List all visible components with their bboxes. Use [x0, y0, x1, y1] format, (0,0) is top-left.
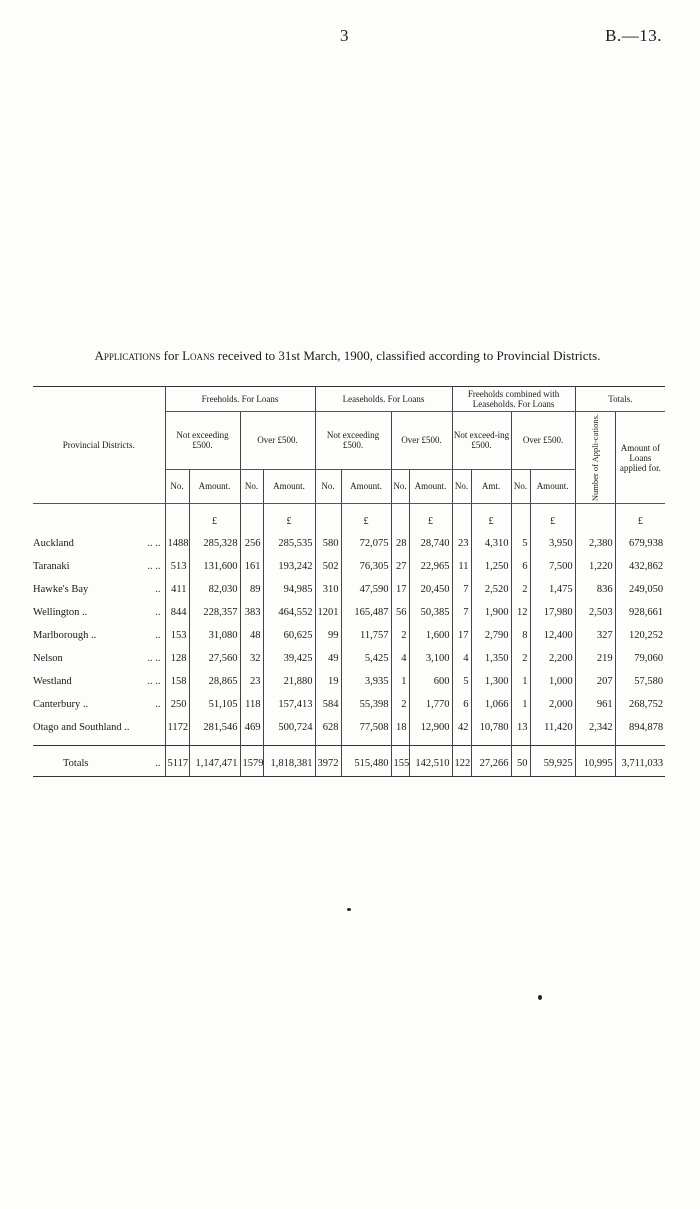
fh-over-amount-cell: 464,552 [263, 601, 315, 624]
comb-over-amount-cell: 1,475 [530, 578, 575, 601]
comb-le-amount-cell: 1,250 [471, 555, 511, 578]
total-applications-cell: 10,995 [575, 746, 615, 777]
fh-le-amount-cell: 281,546 [189, 716, 240, 739]
fh-le-amount-cell: 228,357 [189, 601, 240, 624]
units-blank [575, 504, 615, 533]
fh-le-no-cell: 5117 [165, 746, 189, 777]
total-applications-cell: 207 [575, 670, 615, 693]
fh-over-no-cell: 89 [240, 578, 263, 601]
lh-over-amount-cell: 50,385 [409, 601, 452, 624]
total-amount-cell: 57,580 [615, 670, 665, 693]
lh-over-amount-cell: 1,770 [409, 693, 452, 716]
total-amount-cell: 3,711,033 [615, 746, 665, 777]
total-applications-cell: 961 [575, 693, 615, 716]
header-freeholds-not-exceeding: Not exceeding £500. [165, 412, 240, 470]
comb-le-amount-cell: 10,780 [471, 716, 511, 739]
fh-over-no-cell: 118 [240, 693, 263, 716]
comb-over-amount-cell: 11,420 [530, 716, 575, 739]
comb-over-amount-cell: 2,000 [530, 693, 575, 716]
total-applications-cell: 2,503 [575, 601, 615, 624]
lh-over-no-cell: 17 [391, 578, 409, 601]
district-name: Hawke's Bay [33, 584, 89, 596]
district-name: Totals [63, 757, 89, 769]
table-row [33, 670, 665, 693]
lh-le-no-cell: 310 [315, 578, 341, 601]
district-name: Otago and Southland .. [33, 722, 130, 734]
lh-le-amount-cell: 77,508 [341, 716, 391, 739]
district-name: Westland [33, 676, 72, 688]
comb-le-no-cell: 23 [452, 532, 471, 555]
comb-le-no-cell: 6 [452, 693, 471, 716]
header-combined-over: Over £500. [511, 412, 575, 470]
lh-le-no-cell: 99 [315, 624, 341, 647]
fh-over-amount-cell: 285,535 [263, 532, 315, 555]
comb-le-no-cell: 42 [452, 716, 471, 739]
fh-over-amount-cell: 60,625 [263, 624, 315, 647]
fh-le-amount-cell: 27,560 [189, 647, 240, 670]
total-applications-cell: 219 [575, 647, 615, 670]
header-amount: Amount. [189, 469, 240, 504]
fh-le-no-cell: 513 [165, 555, 189, 578]
header-leaseholds: Leaseholds. For Loans [315, 387, 452, 412]
units-blank [452, 504, 471, 533]
fh-over-no-cell: 32 [240, 647, 263, 670]
fh-over-amount-cell: 500,724 [263, 716, 315, 739]
comb-over-amount-cell: 17,980 [530, 601, 575, 624]
total-applications-cell: 836 [575, 578, 615, 601]
lh-le-amount-cell: 76,305 [341, 555, 391, 578]
lh-le-no-cell: 49 [315, 647, 341, 670]
lh-over-amount-cell: 28,740 [409, 532, 452, 555]
header-leaseholds-not-exceeding: Not exceeding £500. [315, 412, 391, 470]
fh-le-amount-cell: 131,600 [189, 555, 240, 578]
comb-le-no-cell: 11 [452, 555, 471, 578]
lh-le-amount-cell: 165,487 [341, 601, 391, 624]
pound-sign: £ [471, 504, 511, 533]
header-amt: Amt. [471, 469, 511, 504]
comb-le-amount-cell: 1,300 [471, 670, 511, 693]
district-cell [33, 532, 165, 555]
fh-over-amount-cell: 21,880 [263, 670, 315, 693]
header-totals: Totals. [575, 387, 665, 412]
total-applications-cell: 2,342 [575, 716, 615, 739]
header-no: No. [452, 469, 471, 504]
leader-dots: .. .. [147, 653, 161, 665]
fh-le-amount-cell: 28,865 [189, 670, 240, 693]
comb-le-no-cell: 4 [452, 647, 471, 670]
lh-le-amount-cell: 47,590 [341, 578, 391, 601]
district-cell [33, 624, 165, 647]
fh-over-no-cell: 23 [240, 670, 263, 693]
fh-le-no-cell: 158 [165, 670, 189, 693]
total-amount-cell: 79,060 [615, 647, 665, 670]
title-text-for: for [160, 348, 183, 363]
units-blank [391, 504, 409, 533]
comb-le-amount-cell: 1,900 [471, 601, 511, 624]
district-name: Auckland [33, 538, 74, 550]
lh-over-no-cell: 27 [391, 555, 409, 578]
lh-over-amount-cell: 142,510 [409, 746, 452, 777]
comb-le-amount-cell: 4,310 [471, 532, 511, 555]
fh-le-no-cell: 250 [165, 693, 189, 716]
district-name: Nelson [33, 653, 63, 665]
comb-over-no-cell: 5 [511, 532, 530, 555]
header-combined-not-exceeding: Not exceed-ing £500. [452, 412, 511, 470]
pound-sign: £ [189, 504, 240, 533]
leader-dots: .. [155, 630, 161, 642]
lh-over-amount-cell: 600 [409, 670, 452, 693]
total-applications-cell: 327 [575, 624, 615, 647]
lh-over-no-cell: 18 [391, 716, 409, 739]
lh-over-no-cell: 155 [391, 746, 409, 777]
title-word-loans: Loans [182, 348, 215, 363]
units-blank [511, 504, 530, 533]
lh-le-no-cell: 584 [315, 693, 341, 716]
leader-dots: .. .. [147, 561, 161, 573]
comb-over-no-cell: 8 [511, 624, 530, 647]
fh-over-amount-cell: 193,242 [263, 555, 315, 578]
comb-over-amount-cell: 12,400 [530, 624, 575, 647]
table-row [33, 716, 665, 739]
comb-over-no-cell: 1 [511, 670, 530, 693]
header-amount: Amount. [530, 469, 575, 504]
fh-le-amount-cell: 31,080 [189, 624, 240, 647]
ink-speck [347, 908, 351, 911]
header-no: No. [240, 469, 263, 504]
fh-le-amount-cell: 1,147,471 [189, 746, 240, 777]
lh-over-amount-cell: 1,600 [409, 624, 452, 647]
comb-le-amount-cell: 2,520 [471, 578, 511, 601]
leader-dots: .. [155, 584, 161, 596]
pound-sign: £ [615, 504, 665, 533]
units-blank [240, 504, 263, 533]
district-cell [33, 647, 165, 670]
total-applications-cell: 2,380 [575, 532, 615, 555]
lh-le-amount-cell: 3,935 [341, 670, 391, 693]
district-name: Canterbury .. [33, 699, 89, 711]
comb-over-no-cell: 50 [511, 746, 530, 777]
header-amount-applied: Amount of Loans applied for. [615, 412, 665, 504]
comb-over-amount-cell: 59,925 [530, 746, 575, 777]
table-row [33, 555, 665, 578]
district-name: Marlborough .. [33, 630, 97, 642]
comb-over-amount-cell: 1,000 [530, 670, 575, 693]
header-no: No. [165, 469, 189, 504]
lh-le-no-cell: 1201 [315, 601, 341, 624]
district-name: Taranaki [33, 561, 70, 573]
total-amount-cell: 894,878 [615, 716, 665, 739]
lh-over-no-cell: 4 [391, 647, 409, 670]
lh-over-no-cell: 28 [391, 532, 409, 555]
fh-over-no-cell: 161 [240, 555, 263, 578]
totals-row [33, 746, 665, 777]
district-cell [33, 670, 165, 693]
comb-over-no-cell: 2 [511, 647, 530, 670]
total-amount-cell: 120,252 [615, 624, 665, 647]
lh-le-no-cell: 19 [315, 670, 341, 693]
fh-over-amount-cell: 1,818,381 [263, 746, 315, 777]
table-row [33, 624, 665, 647]
title-text-rest: received to 31st March, 1900, classified according to Provincial Districts. [214, 348, 601, 363]
comb-le-amount-cell: 1,350 [471, 647, 511, 670]
comb-le-no-cell: 122 [452, 746, 471, 777]
district-cell [33, 578, 165, 601]
lh-le-amount-cell: 5,425 [341, 647, 391, 670]
lh-le-no-cell: 580 [315, 532, 341, 555]
units-blank [315, 504, 341, 533]
units-spacer [33, 504, 165, 533]
comb-le-amount-cell: 1,066 [471, 693, 511, 716]
table-title [30, 348, 665, 363]
district-cell [33, 693, 165, 716]
total-amount-cell: 432,862 [615, 555, 665, 578]
fh-over-no-cell: 1579 [240, 746, 263, 777]
fh-over-no-cell: 383 [240, 601, 263, 624]
comb-le-no-cell: 7 [452, 601, 471, 624]
lh-le-amount-cell: 55,398 [341, 693, 391, 716]
comb-over-amount-cell: 2,200 [530, 647, 575, 670]
district-cell [33, 716, 165, 739]
comb-le-no-cell: 7 [452, 578, 471, 601]
fh-le-no-cell: 1172 [165, 716, 189, 739]
units-blank [165, 504, 189, 533]
lh-over-no-cell: 2 [391, 624, 409, 647]
header-combined: Freeholds combined with Leaseholds. For Loans [452, 387, 575, 412]
page-number: 3 [340, 26, 349, 45]
lh-over-amount-cell: 22,965 [409, 555, 452, 578]
fh-le-amount-cell: 51,105 [189, 693, 240, 716]
lh-le-amount-cell: 11,757 [341, 624, 391, 647]
pound-sign: £ [263, 504, 315, 533]
header-leaseholds-over: Over £500. [391, 412, 452, 470]
district-cell [33, 601, 165, 624]
lh-over-amount-cell: 20,450 [409, 578, 452, 601]
leader-dots: .. [155, 699, 161, 711]
title-word-applications: Applications [94, 348, 161, 363]
comb-over-no-cell: 1 [511, 693, 530, 716]
comb-over-no-cell: 13 [511, 716, 530, 739]
district-cell [33, 746, 165, 777]
lh-over-no-cell: 2 [391, 693, 409, 716]
lh-le-amount-cell: 72,075 [341, 532, 391, 555]
fh-over-no-cell: 469 [240, 716, 263, 739]
fh-le-no-cell: 153 [165, 624, 189, 647]
lh-le-amount-cell: 515,480 [341, 746, 391, 777]
comb-over-no-cell: 2 [511, 578, 530, 601]
table-row [33, 647, 665, 670]
lh-over-no-cell: 56 [391, 601, 409, 624]
table-row [33, 532, 665, 555]
fh-over-amount-cell: 39,425 [263, 647, 315, 670]
leader-dots: .. [155, 607, 161, 619]
comb-over-no-cell: 12 [511, 601, 530, 624]
loan-applications-table [33, 386, 665, 777]
header-provincial-districts: Provincial Districts. [33, 387, 165, 504]
lh-le-no-cell: 628 [315, 716, 341, 739]
header-no: No. [315, 469, 341, 504]
district-cell [33, 555, 165, 578]
header-freeholds: Freeholds. For Loans [165, 387, 315, 412]
comb-le-no-cell: 5 [452, 670, 471, 693]
leader-dots: .. [155, 757, 161, 769]
comb-over-amount-cell: 3,950 [530, 532, 575, 555]
district-name: Wellington .. [33, 607, 88, 619]
table-row [33, 601, 665, 624]
table-row [33, 693, 665, 716]
header-number-of-applications [575, 412, 615, 504]
ink-speck [538, 995, 542, 1000]
fh-over-no-cell: 48 [240, 624, 263, 647]
total-amount-cell: 679,938 [615, 532, 665, 555]
pound-sign: £ [341, 504, 391, 533]
header-amount: Amount. [341, 469, 391, 504]
fh-over-amount-cell: 157,413 [263, 693, 315, 716]
comb-over-no-cell: 6 [511, 555, 530, 578]
lh-over-amount-cell: 12,900 [409, 716, 452, 739]
comb-le-no-cell: 17 [452, 624, 471, 647]
leader-dots: .. .. [147, 676, 161, 688]
fh-over-amount-cell: 94,985 [263, 578, 315, 601]
total-amount-cell: 928,661 [615, 601, 665, 624]
lh-over-no-cell: 1 [391, 670, 409, 693]
comb-le-amount-cell: 2,790 [471, 624, 511, 647]
header-no: No. [511, 469, 530, 504]
total-amount-cell: 249,050 [615, 578, 665, 601]
table-row [33, 578, 665, 601]
comb-over-amount-cell: 7,500 [530, 555, 575, 578]
header-amount: Amount. [263, 469, 315, 504]
leader-dots: .. .. [147, 538, 161, 550]
fh-le-no-cell: 128 [165, 647, 189, 670]
fh-le-amount-cell: 285,328 [189, 532, 240, 555]
header-no: No. [391, 469, 409, 504]
header-number-of-applications-text: Number of Appli-cations. [589, 414, 600, 502]
pound-sign: £ [530, 504, 575, 533]
total-amount-cell: 268,752 [615, 693, 665, 716]
header-freeholds-over: Over £500. [240, 412, 315, 470]
pound-sign: £ [409, 504, 452, 533]
document-reference: B.—13. [605, 26, 662, 45]
fh-le-no-cell: 411 [165, 578, 189, 601]
fh-le-amount-cell: 82,030 [189, 578, 240, 601]
comb-le-amount-cell: 27,266 [471, 746, 511, 777]
total-applications-cell: 1,220 [575, 555, 615, 578]
fh-le-no-cell: 1488 [165, 532, 189, 555]
fh-over-no-cell: 256 [240, 532, 263, 555]
lh-le-no-cell: 502 [315, 555, 341, 578]
lh-over-amount-cell: 3,100 [409, 647, 452, 670]
header-amount: Amount. [409, 469, 452, 504]
fh-le-no-cell: 844 [165, 601, 189, 624]
lh-le-no-cell: 3972 [315, 746, 341, 777]
